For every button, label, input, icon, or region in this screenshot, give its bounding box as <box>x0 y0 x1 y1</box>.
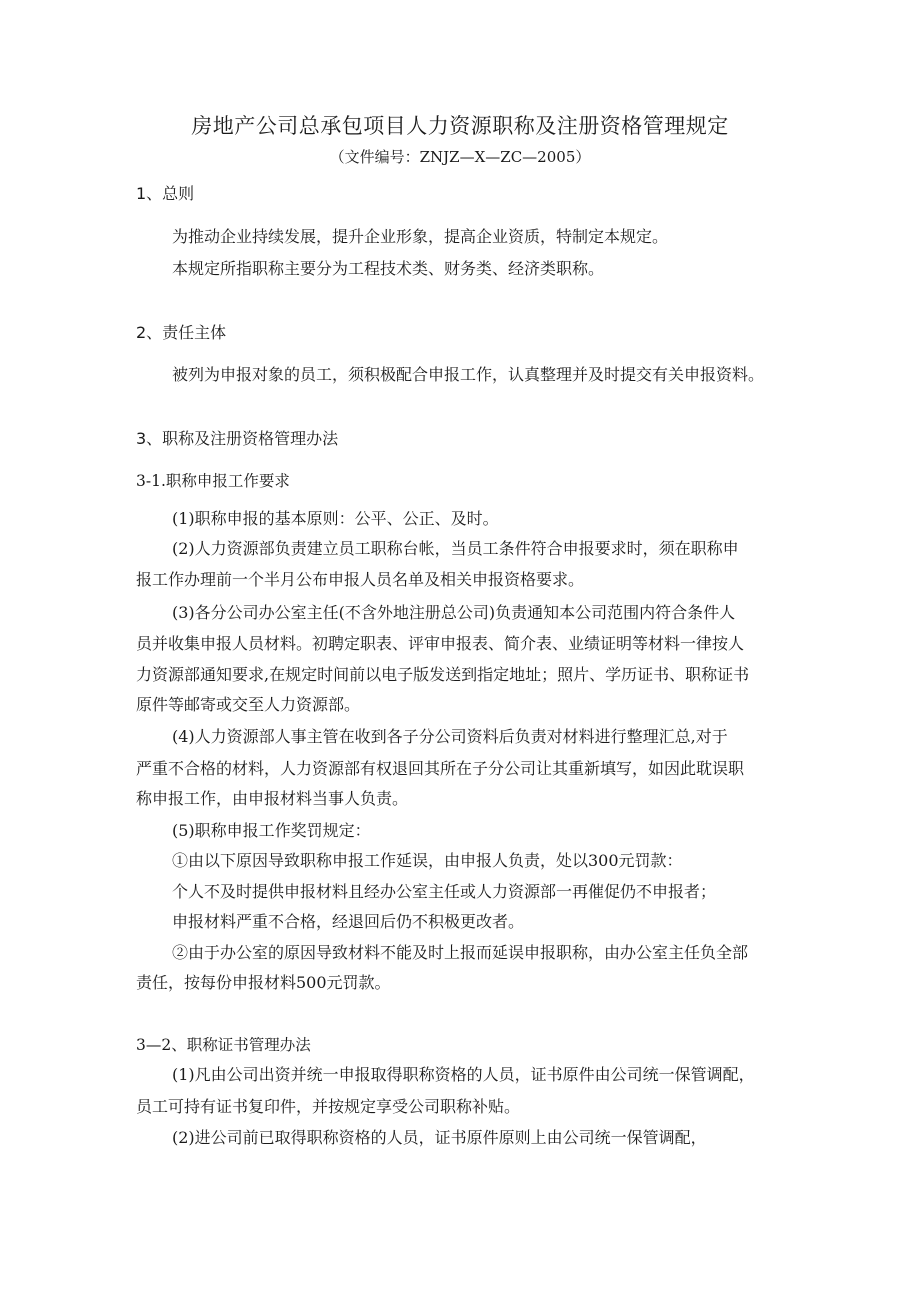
list-item-continuation: 员工可持有证书复印件，并按规定享受公司职称补贴。 <box>136 1097 521 1116</box>
list-item: (1)职称申报的基本原则：公平、公正、及时。 <box>172 509 499 528</box>
list-item: ①由以下原因导致职称申报工作延误，由申报人负责，处以300元罚款： <box>172 851 683 870</box>
list-item-continuation: 力资源部通知要求,在规定时间前以电子版发送到指定地址；照片、学历证书、职称证书 <box>136 665 750 684</box>
paragraph: 被列为申报对象的员工，须积极配合申报工作，认真整理并及时提交有关申报资料。 <box>172 365 765 384</box>
section-heading-general: 1、总则 <box>136 184 195 203</box>
list-item-continuation: 报工作办理前一个半月公布申报人员名单及相关申报资格要求。 <box>136 570 585 589</box>
list-item-continuation: 责任，按每份申报材料500元罚款。 <box>136 973 391 992</box>
paragraph: 本规定所指职称主要分为工程技术类、财务类、经济类职称。 <box>172 259 605 278</box>
list-item: (2)人力资源部负责建立员工职称台帐，当员工条件符合申报要求时，须在职称申 <box>172 539 739 558</box>
subsection-heading-application: 3-1.职称申报工作要求 <box>136 472 290 490</box>
list-item: (5)职称申报工作奖罚规定： <box>172 821 371 840</box>
paragraph: 为推动企业持续发展，提升企业形象，提高企业资质，特制定本规定。 <box>172 227 669 246</box>
list-item-continuation: 员并收集申报人员材料。初聘定职表、评审申报表、简介表、业绩证明等材料一律按人 <box>136 634 745 653</box>
list-item: (4)人力资源部人事主管在收到各子分公司资料后负责对材料进行整理汇总,对于 <box>172 727 728 746</box>
list-item: 申报材料严重不合格，经退回后仍不积极更改者。 <box>172 912 525 931</box>
subsection-heading-certificates: 3—2、职称证书管理办法 <box>136 1036 311 1054</box>
section-heading-management: 3、职称及注册资格管理办法 <box>136 429 339 448</box>
section-heading-responsibility: 2、责任主体 <box>136 323 227 342</box>
document-title: 房地产公司总承包项目人力资源职称及注册资格管理规定 <box>191 114 729 138</box>
list-item-continuation: 原件等邮寄或交至人力资源部。 <box>136 695 361 714</box>
list-item-continuation: 严重不合格的材料，人力资源部有权退回其所在子分公司让其重新填写，如因此耽误职 <box>136 759 745 778</box>
list-item: (2)进公司前已取得职称资格的人员，证书原件原则上由公司统一保管调配， <box>172 1128 707 1147</box>
list-item: (3)各分公司办公室主任(不含外地注册总公司)负责通知本公司范围内符合条件人 <box>172 603 736 622</box>
list-item: ②由于办公室的原因导致材料不能及时上报而延误申报职称，由办公室主任负全部 <box>172 943 749 962</box>
document-number: （文件编号：ZNJZ—X—ZC—2005） <box>329 148 591 166</box>
list-item-continuation: 称申报工作，由申报材料当事人负责。 <box>136 789 409 808</box>
list-item: (1)凡由公司出资并统一申报取得职称资格的人员，证书原件由公司统一保管调配， <box>172 1065 755 1084</box>
list-item: 个人不及时提供申报材料且经办公室主任或人力资源部一再催促仍不申报者； <box>172 882 717 901</box>
